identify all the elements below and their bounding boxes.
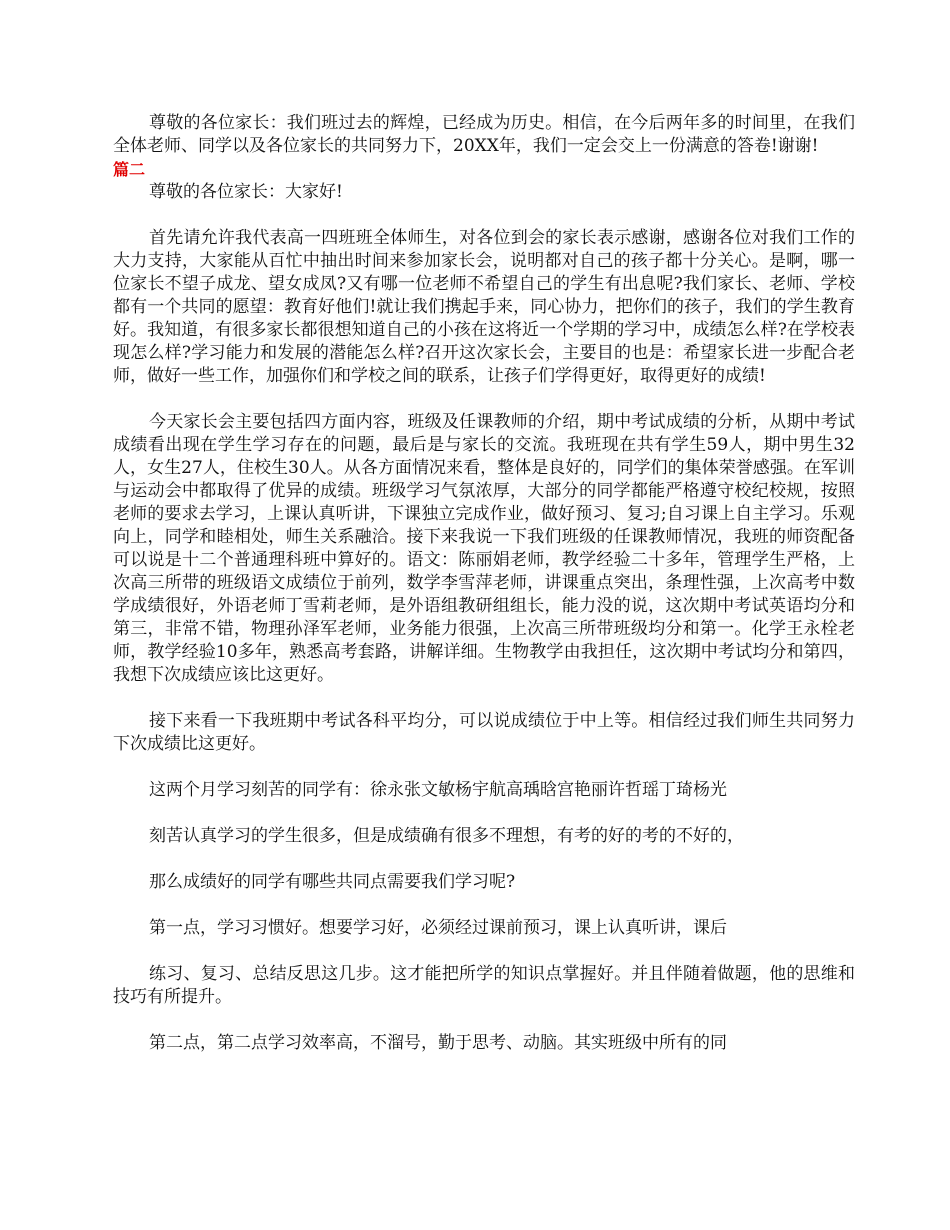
body-paragraph: 接下来看一下我班期中考试各科平均分，可以说成绩位于中上等。相信经过我们师生共同努力下次成绩比这更好。 bbox=[113, 711, 855, 754]
greeting-line: 尊敬的各位家长：大家好! bbox=[149, 182, 343, 202]
body-paragraph: 今天家长会主要包括四方面内容，班级及任课教师的介绍，期中考试成绩的分析，从期中考试成绩看出现在学生学习存在的问题，最后是与家长的交流。我班现在共有学生59人，期中男生32人，女生27人，住校生30人。从各方面情况来看，整体是良好的，同学们的集体荣誉感强。在军训与运动会中都取得了优异的成绩。班级学习气氛浓厚，大部分的同学都能严格遵守校纪校规，按照老师的要求去学习，上课认真听讲，下课独立完成作业，做好预习、复习;自习课上自主学习。乐观向上，同学和睦相处，师生关系融洽。接下来我说一下我们班级的任课教师情况，我班的师资配备可以说是十二个普通理科班中算好的。语文：陈丽娟老师，教学经验二十多年，管理学生严格，上次高三所带的班级语文成绩位于前列，数学李雪萍老师，讲课重点突出，条理性强，上次高考中数学成绩很好，外语老师丁雪莉老师，是外语组教研组组长，能力没的说，这次期中考试英语均分和第三，非常不错，物理孙泽军老师，业务能力很强，上次高三所带班级均分和第一。化学王永栓老师，教学经验10多年，熟悉高考套路，讲解详细。生物教学由我担任，这次期中考试均分和第四，我想下次成绩应该比这更好。 bbox=[113, 412, 855, 685]
body-paragraph: 第一点，学习习惯好。想要学习好，必须经过课前预习，课上认真听讲，课后 bbox=[149, 918, 727, 938]
section-heading: 篇二 bbox=[113, 160, 146, 179]
body-paragraph: 刻苦认真学习的学生很多，但是成绩确有很多不理想，有考的好的考的不好的， bbox=[149, 826, 744, 846]
body-paragraph: 这两个月学习刻苦的同学有：徐永张文敏杨宇航高瑀晗宫艳丽许哲瑶丁琦杨光 bbox=[149, 780, 727, 800]
body-paragraph: 练习、复习、总结反思这几步。这才能把所学的知识点掌握好。并且伴随着做题，他的思维和技巧有所提升。 bbox=[113, 964, 855, 1007]
body-paragraph: 那么成绩好的同学有哪些共同点需要我们学习呢? bbox=[149, 872, 516, 892]
intro-paragraph: 尊敬的各位家长：我们班过去的辉煌，已经成为历史。相信，在今后两年多的时间里，在我们全体老师、同学以及各位家长的共同努力下，20XX年，我们一定会交上一份满意的答卷!谢谢! bbox=[113, 113, 855, 156]
body-paragraph: 第二点，第二点学习效率高，不溜号，勤于思考、动脑。其实班级中所有的同 bbox=[149, 1033, 727, 1053]
document-page bbox=[113, 112, 855, 1055]
body-paragraph: 首先请允许我代表高一四班班全体师生，对各位到会的家长表示感谢，感谢各位对我们工作的大力支持，大家能从百忙中抽出时间来参加家长会，说明都对自己的孩子都十分关心。是啊，哪一位家长不望子成龙、望女成凤?又有哪一位老师不希望自己的学生有出息呢?我们家长、老师、学校都有一个共同的愿望：教育好他们!就让我们携起手来，同心协力，把你们的孩子，我们的学生教育好。我知道，有很多家长都很想知道自己的小孩在这将近一个学期的学习中，成绩怎么样?在学校表现怎么样?学习能力和发展的潜能怎么样?召开这次家长会，主要目的也是：希望家长进一步配合老师，做好一些工作，加强你们和学校之间的联系，让孩子们学得更好，取得更好的成绩! bbox=[113, 228, 855, 386]
